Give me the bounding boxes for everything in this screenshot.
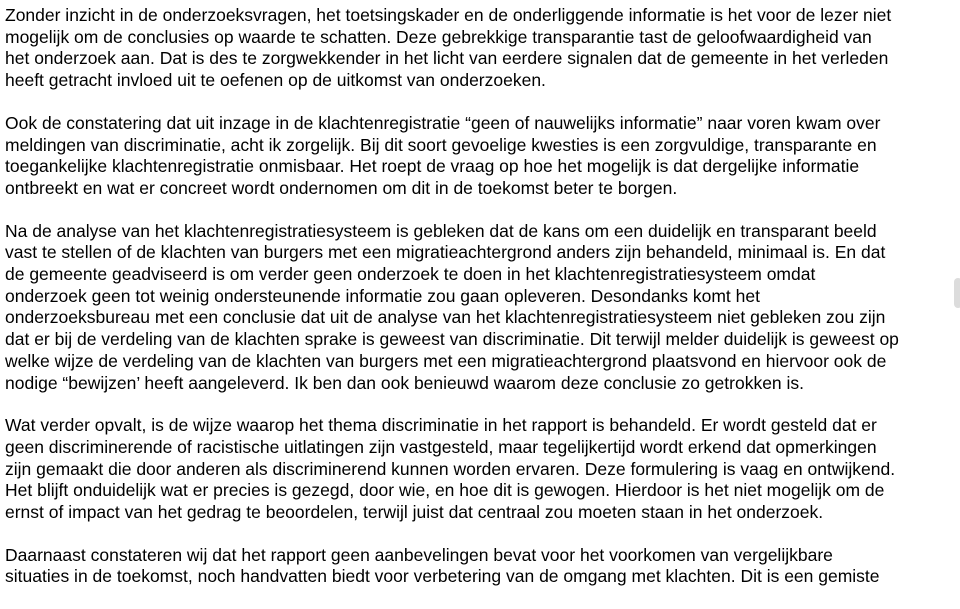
text-line: Na de analyse van het klachtenregistratiesysteem is gebleken dat de kans om een duidelijk en transparant beeld	[5, 220, 877, 241]
paragraph	[5, 415, 960, 524]
text-line: nodige “bewijzen’ heeft aangeleverd. Ik ben dan ook benieuwd waarom deze conclusie zo getrokken is.	[5, 372, 805, 393]
text-line: ernst of impact van het gedrag te beoordelen, terwijl juist dat centraal zou moeten staan in het onderzoek.	[5, 502, 824, 523]
document-page	[5, 5, 960, 609]
paragraph	[5, 221, 960, 395]
text-line: mogelijk om de conclusies op waarde te schatten. Deze gebrekkige transparantie tast de geloofwaardigheid van	[5, 26, 872, 47]
text-line: het onderzoek aan. Dat is des te zorgwekkender in het licht van eerdere signalen dat de gemeente in het verleden	[5, 48, 889, 69]
text-line: Daarnaast constateren wij dat het rapport geen aanbevelingen bevat voor het voorkomen van vergelijkbare	[5, 544, 833, 565]
text-line: onderzoek geen tot weinig ondersteunende informatie zou gaan opleveren. Desondanks komt het	[5, 285, 760, 306]
text-line: Ook de constatering dat uit inzage in de klachtenregistratie “geen of nauwelijks informatie” naar voren kwam over	[5, 112, 881, 133]
text-line: ontbreekt en wat er concreet wordt ondernomen om dit in de toekomst beter te borgen.	[5, 177, 678, 198]
text-line: meldingen van discriminatie, acht ik zorgelijk. Bij dit soort gevoelige kwesties is een zorgvuldige, transparante en	[5, 134, 877, 155]
text-line: Het blijft onduidelijk wat er precies is gezegd, door wie, en hoe dit is gewogen. Hierdoor is het niet mogelijk om de	[5, 480, 885, 501]
text-line: dat er bij de verdeling van de klachten sprake is geweest van discriminatie. Dit terwijl melder duidelijk is geweest op	[5, 329, 899, 350]
document-text	[5, 5, 960, 588]
text-line: geen discriminerende of racistische uitlatingen zijn vastgesteld, maar tegelijkertijd wordt erkend dat opmerkingen	[5, 436, 877, 457]
paragraph	[5, 545, 960, 588]
text-line: zijn gemaakt die door anderen als discriminerend kunnen worden ervaren. Deze formulering is vaag en ontwijkend.	[5, 458, 896, 479]
text-line: heeft getracht invloed uit te oefenen op de uitkomst van onderzoeken.	[5, 70, 546, 91]
paragraph	[5, 113, 960, 200]
text-line: toegankelijke klachtenregistratie onmisbaar. Het roept de vraag op hoe het mogelijk is dat dergelijke informatie	[5, 156, 860, 177]
text-line: Wat verder opvalt, is de wijze waarop het thema discriminatie in het rapport is behandeld. Er wordt gesteld dat er	[5, 415, 877, 436]
text-line: situaties in de toekomst, noch handvatten biedt voor verbetering van de omgang met klachten. Dit is een gemiste	[5, 566, 880, 587]
paragraph	[5, 5, 960, 92]
text-line: Zonder inzicht in de onderzoeksvragen, het toetsingskader en de onderliggende informatie is het voor de lezer niet	[5, 5, 892, 25]
scrollbar-thumb[interactable]	[954, 278, 960, 308]
text-line: de gemeente geadviseerd is om verder geen onderzoek te doen in het klachtenregistratiesysteem omdat	[5, 264, 816, 285]
text-line: vast te stellen of de klachten van burgers met een migratieachtergrond anders zijn behandeld, minimaal is. En dat	[5, 242, 886, 263]
text-line: welke wijze de verdeling van de klachten van burgers met een migratieachtergrond plaatsvond en hiervoor ook de	[5, 350, 887, 371]
text-line: onderzoeksbureau met een conclusie dat uit de analyse van het klachtenregistratiesysteem niet gebleken zou zijn	[5, 307, 886, 328]
